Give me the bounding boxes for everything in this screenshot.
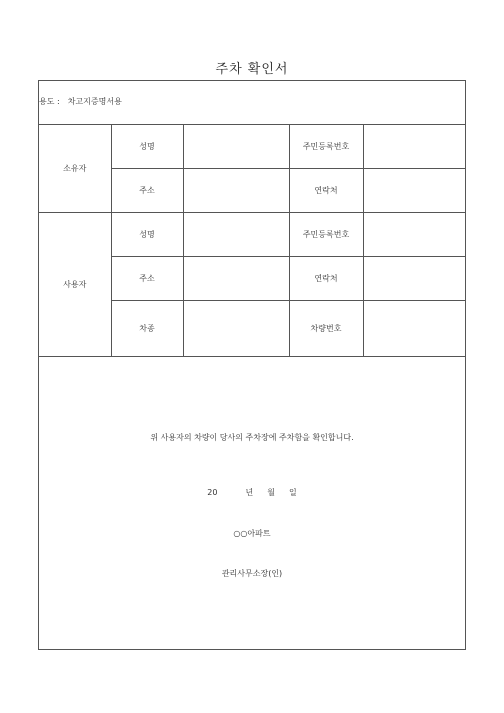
owner-contact-label: 연락처 [289,169,363,213]
user-address-value[interactable] [183,257,289,301]
date-year-prefix: 20 [207,488,218,497]
date-line [39,487,465,498]
date-day: 일 [288,488,297,497]
info-table [39,125,465,357]
owner-name-row [39,125,465,169]
user-address-label: 주소 [111,257,183,301]
purpose-row [39,81,465,125]
manager-signature: 관리사무소장(인) [221,569,283,578]
user-resident-number-label: 주민등록번호 [289,213,363,257]
user-name-label: 성명 [111,213,183,257]
confirmation-form [38,80,466,650]
purpose-value: 차고지증명서용 [67,97,122,106]
owner-resident-number-value[interactable] [363,125,465,169]
owner-name-label: 성명 [111,125,183,169]
user-contact-label: 연락처 [289,257,363,301]
owner-name-value[interactable] [183,125,289,169]
user-name-value[interactable] [183,213,289,257]
date-month: 월 [267,488,275,497]
owner-address-label: 주소 [111,169,183,213]
owner-label: 소유자 [39,125,111,213]
user-name-row [39,213,465,257]
car-number-value[interactable] [363,301,465,357]
user-resident-number-value[interactable] [363,213,465,257]
owner-address-value[interactable] [183,169,289,213]
confirmation-statement: 위 사용자의 차량이 당사의 주차장에 주차함을 확인합니다. [150,433,354,442]
document-title: 주차 확인서 [215,62,289,77]
car-type-value[interactable] [183,301,289,357]
car-type-label: 차종 [111,301,183,357]
date-year: 년 [245,488,254,497]
apartment-name: ○○아파트 [233,529,271,538]
car-number-label: 차량번호 [289,301,363,357]
user-label: 사용자 [39,213,111,357]
user-contact-value[interactable] [363,257,465,301]
owner-resident-number-label: 주민등록번호 [289,125,363,169]
purpose-text [39,96,122,107]
purpose-label: 용도 : [39,97,60,106]
owner-contact-value[interactable] [363,169,465,213]
